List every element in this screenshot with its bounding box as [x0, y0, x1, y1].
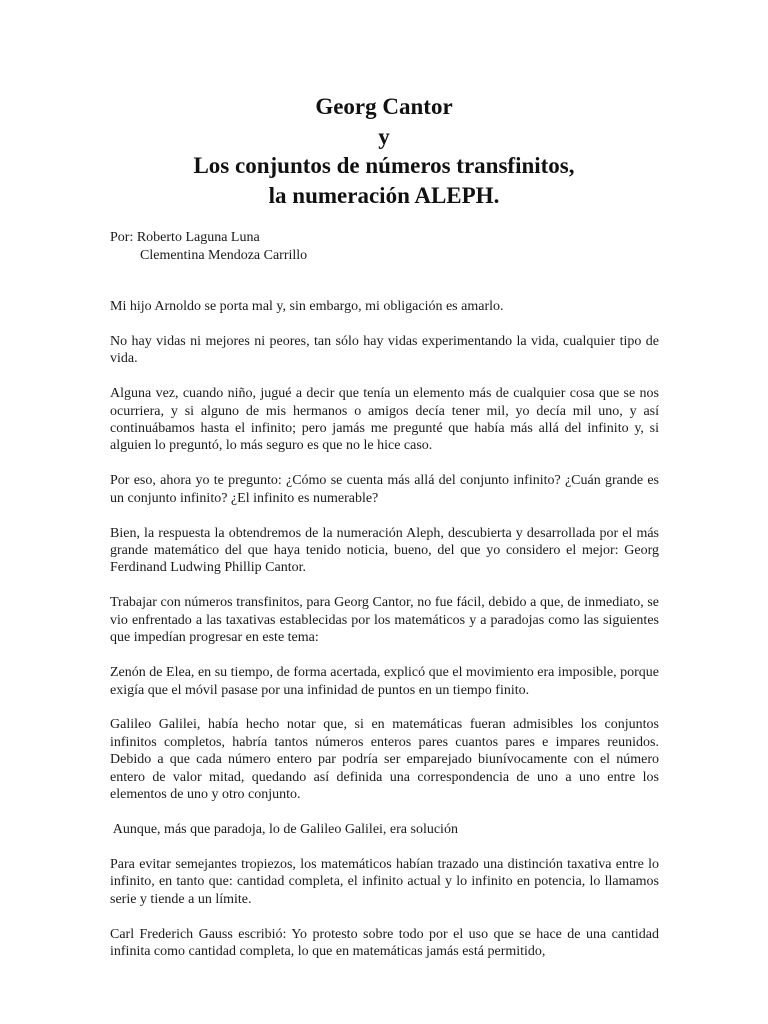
- title-line-3: Los conjuntos de números transfinitos,: [193, 153, 575, 178]
- paragraph: Bien, la respuesta la obtendremos de la numeración Aleph, descubierta y desarrollada por el más grande matemático del que haya tenido noticia, bueno, del que yo considero el mejor: Georg Ferdinand Ludwing Phillip Cantor.: [110, 525, 659, 576]
- paragraph: Trabajar con números transfinitos, para Georg Cantor, no fue fácil, debido a que, de inmediato, se vio enfrentado a las taxativas establecidas por los matemáticos y a paradojas como las siguientes que impedían progresar en este tema:: [110, 595, 659, 646]
- title-line-1: Georg Cantor: [315, 94, 453, 119]
- paragraph: Zenón de Elea, en su tiempo, de forma acertada, explicó que el movimiento era imposible, porque exigía que el móvil pasase por una infinidad de puntos en un tiempo finito.: [110, 665, 659, 698]
- paragraph: Alguna vez, cuando niño, jugué a decir que tenía un elemento más de cualquier cosa que se nos ocurriera, y si alguno de mis hermanos o amigos decía tener mil, yo decía mil uno, y así continuábamos hasta el infinito; pero jamás me pregunté que había más allá del infinito y, si alguien lo preguntó, lo más seguro es que no le hice caso.: [110, 386, 659, 454]
- paragraph: Galileo Galilei, había hecho notar que, si en matemáticas fueran admisibles los conjuntos infinitos completos, habría tantos números enteros pares cuantos pares e impares reunidos. Debido a que cada número entero par podría ser emparejado biunívocamente con el número entero de valor mitad, quedando así definida una correspondencia de uno a uno entre los elementos de uno y otro conjunto.: [110, 717, 659, 803]
- byline-author-2: Clementina Mendoza Carrillo: [140, 247, 308, 263]
- title-line-2: y: [378, 123, 390, 149]
- paragraph: Por eso, ahora yo te pregunto: ¿Cómo se cuenta más allá del conjunto infinito? ¿Cuán grande es un conjunto infinito? ¿El infinito es numerable?: [110, 473, 659, 506]
- title-line-4: la numeración ALEPH.: [268, 182, 500, 208]
- body-text: [110, 298, 659, 978]
- byline-author-1: Por: Roberto Laguna Luna: [110, 230, 260, 245]
- paragraph: Carl Frederich Gauss escribió: Yo protesto sobre todo por el uso que se hace de una cantidad infinita como cantidad completa, lo que en matemáticas jamás está permitido,: [110, 926, 659, 959]
- paragraph: Para evitar semejantes tropiezos, los matemáticos habían trazado una distinción taxativa entre lo infinito, en tanto que: cantidad completa, el infinito actual y lo infinito en potencia, lo llamamos serie y tiende a un límite.: [110, 856, 659, 907]
- document-title: [0, 92, 768, 210]
- paragraph: Mi hijo Arnoldo se porta mal y, sin embargo, mi obligación es amarlo.: [110, 299, 504, 314]
- paragraph: No hay vidas ni mejores ni peores, tan sólo hay vidas experimentando la vida, cualquier tipo de vida.: [110, 333, 659, 367]
- author-byline: [110, 229, 307, 264]
- paragraph: Aunque, más que paradoja, lo de Galileo Galilei, era solución: [110, 821, 458, 837]
